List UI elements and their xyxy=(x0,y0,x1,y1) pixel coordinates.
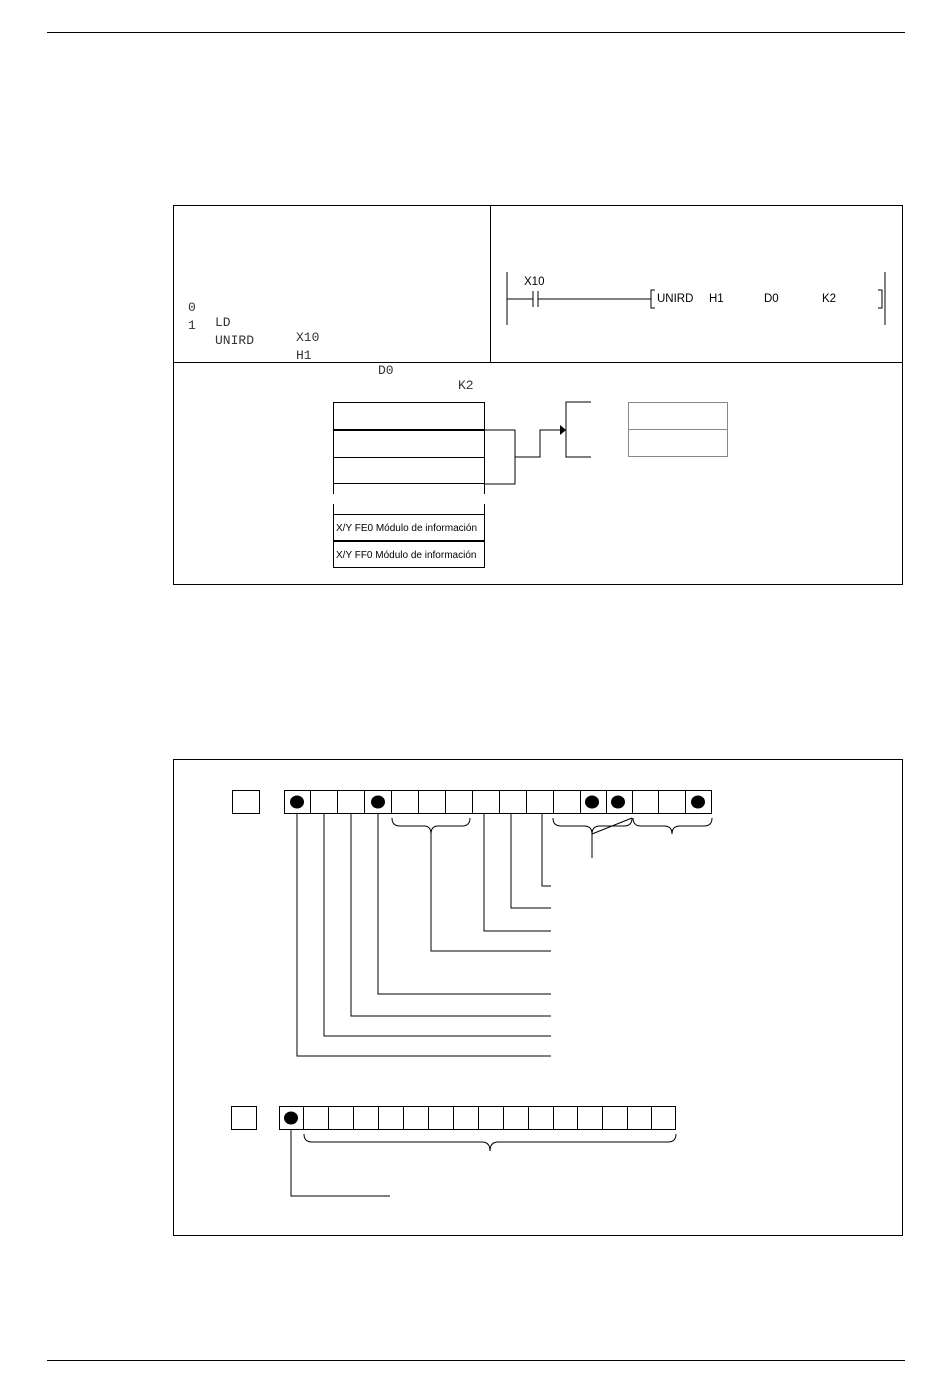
listing-operand: D0 xyxy=(378,363,394,378)
bit-marker xyxy=(284,1112,298,1125)
listing-instruction: LD xyxy=(215,315,231,330)
listing-operand: H1 xyxy=(296,348,312,363)
listing-operand: X10 xyxy=(296,330,320,345)
ladder-operand: K2 xyxy=(822,293,837,305)
listing-operand: K2 xyxy=(458,378,474,393)
ladder-operand: D0 xyxy=(764,293,779,305)
listing-step: 0 xyxy=(188,300,196,315)
group-brace xyxy=(304,1134,676,1151)
ladder-operand: H1 xyxy=(709,293,724,305)
contact-label: X10 xyxy=(524,276,545,288)
listing-instruction: UNIRD xyxy=(215,333,255,348)
memory-row: X/Y FE0 Módulo de información xyxy=(333,514,485,541)
memory-row: X/Y FF0 Módulo de información xyxy=(333,541,485,568)
ladder-instruction: UNIRD xyxy=(657,293,694,305)
listing-step: 1 xyxy=(188,318,196,333)
